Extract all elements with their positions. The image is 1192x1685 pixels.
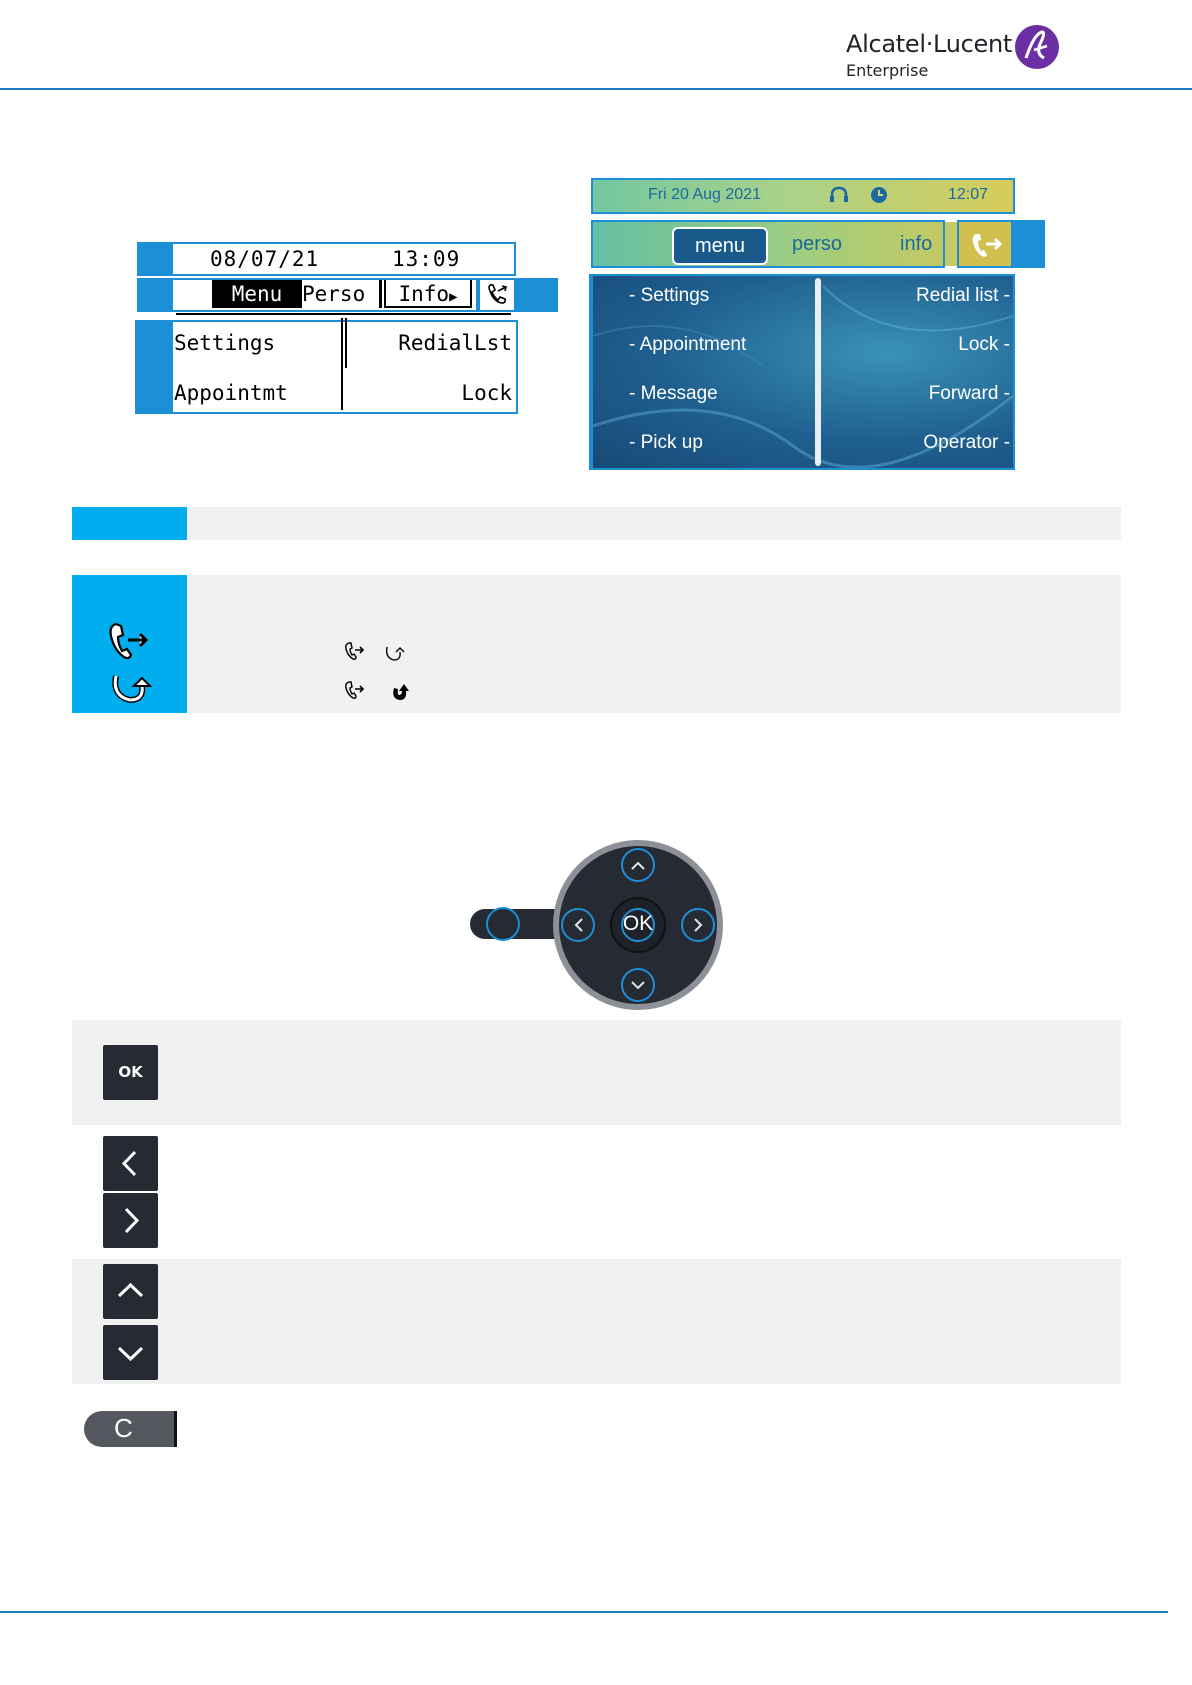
- info-row: [187, 575, 1121, 713]
- mono-date: 08/07/21: [210, 247, 320, 271]
- back-key-highlight: [486, 907, 520, 941]
- mono-time: 13:09: [392, 247, 461, 271]
- mono-item-redial[interactable]: RedialLst: [398, 331, 512, 355]
- color-item-operator[interactable]: Operator -: [923, 432, 1010, 453]
- right-arrow-key-icon: [103, 1193, 158, 1248]
- call-forward-icon[interactable]: [970, 230, 1004, 260]
- forward-arrow-icon: [383, 643, 405, 663]
- mono-divider: [345, 318, 347, 368]
- color-item-label: Forward: [928, 383, 999, 404]
- headset-icon: [829, 186, 849, 204]
- brand-name: Alcatel·Lucent: [846, 30, 1013, 58]
- color-item-settings[interactable]: - Settings: [629, 285, 710, 306]
- ok-key-icon: [103, 1045, 158, 1100]
- color-item-label: Operator: [923, 432, 999, 453]
- color-item-label: Redial list: [916, 285, 999, 306]
- call-forward-icon: [344, 680, 366, 700]
- call-forward-icon: [344, 641, 366, 661]
- up-down-key-row: [72, 1259, 1121, 1384]
- ok-key-row: [72, 1020, 1121, 1125]
- forward-icon[interactable]: [485, 282, 511, 308]
- up-arrow-key-icon: [103, 1264, 158, 1319]
- callout-marker: [137, 242, 173, 276]
- color-item-lock[interactable]: Lock -: [958, 334, 1010, 355]
- callout-marker: [135, 320, 173, 414]
- callout-marker: [1013, 220, 1045, 268]
- callout-marker: [516, 278, 558, 312]
- tab-menu[interactable]: menu: [672, 227, 768, 265]
- color-item-forward[interactable]: Forward -: [928, 383, 1010, 404]
- mono-item-lock[interactable]: Lock: [461, 381, 512, 405]
- brand-subtitle: Enterprise: [846, 61, 929, 80]
- color-time: 12:07: [948, 186, 989, 203]
- c-key-icon: [84, 1411, 177, 1447]
- color-item-message[interactable]: - Message: [629, 383, 718, 404]
- color-item-label: Settings: [640, 285, 710, 306]
- header-rule: [0, 88, 1192, 90]
- callout-marker: [137, 278, 173, 312]
- color-item-label: Message: [640, 383, 718, 404]
- info-row: [187, 507, 1121, 540]
- color-item-appointment[interactable]: - Appointment: [629, 334, 747, 355]
- ok-key-label: OK: [118, 1063, 143, 1081]
- color-item-label: Appointment: [639, 334, 747, 355]
- tab-menu[interactable]: Menu: [212, 280, 302, 308]
- tab-perso[interactable]: Perso: [302, 280, 382, 308]
- color-item-pickup[interactable]: - Pick up: [629, 432, 703, 453]
- mono-divider: [176, 313, 511, 315]
- color-item-label: Pick up: [640, 432, 703, 453]
- tab-info-label: Info: [398, 282, 450, 306]
- call-forward-icon: [106, 620, 154, 662]
- navigator-ok-label: OK: [622, 912, 654, 935]
- c-key-label: C: [114, 1413, 133, 1443]
- forward-arrow-filled-icon: [389, 682, 411, 702]
- down-arrow-key-icon: [103, 1325, 158, 1380]
- clock-icon: [870, 186, 888, 204]
- color-item-redial[interactable]: Redial list -: [916, 285, 1010, 306]
- section-marker: [72, 507, 187, 540]
- tab-info[interactable]: info: [900, 233, 933, 255]
- mono-item-settings[interactable]: Settings: [174, 331, 276, 355]
- color-tabbar-frame: [591, 220, 945, 268]
- left-arrow-key-icon: [103, 1136, 158, 1191]
- mono-item-appointment[interactable]: Appointmt: [174, 381, 288, 405]
- forward-arrow-icon: [108, 668, 152, 706]
- color-date: Fri 20 Aug 2021: [648, 186, 761, 203]
- alcatel-lucent-logo-icon: [1014, 24, 1060, 70]
- tab-info[interactable]: Info▶: [384, 280, 472, 308]
- footer-rule: [0, 1611, 1168, 1613]
- color-item-label: Lock: [958, 334, 999, 355]
- mono-divider: [341, 318, 343, 410]
- tab-perso[interactable]: perso: [792, 233, 843, 255]
